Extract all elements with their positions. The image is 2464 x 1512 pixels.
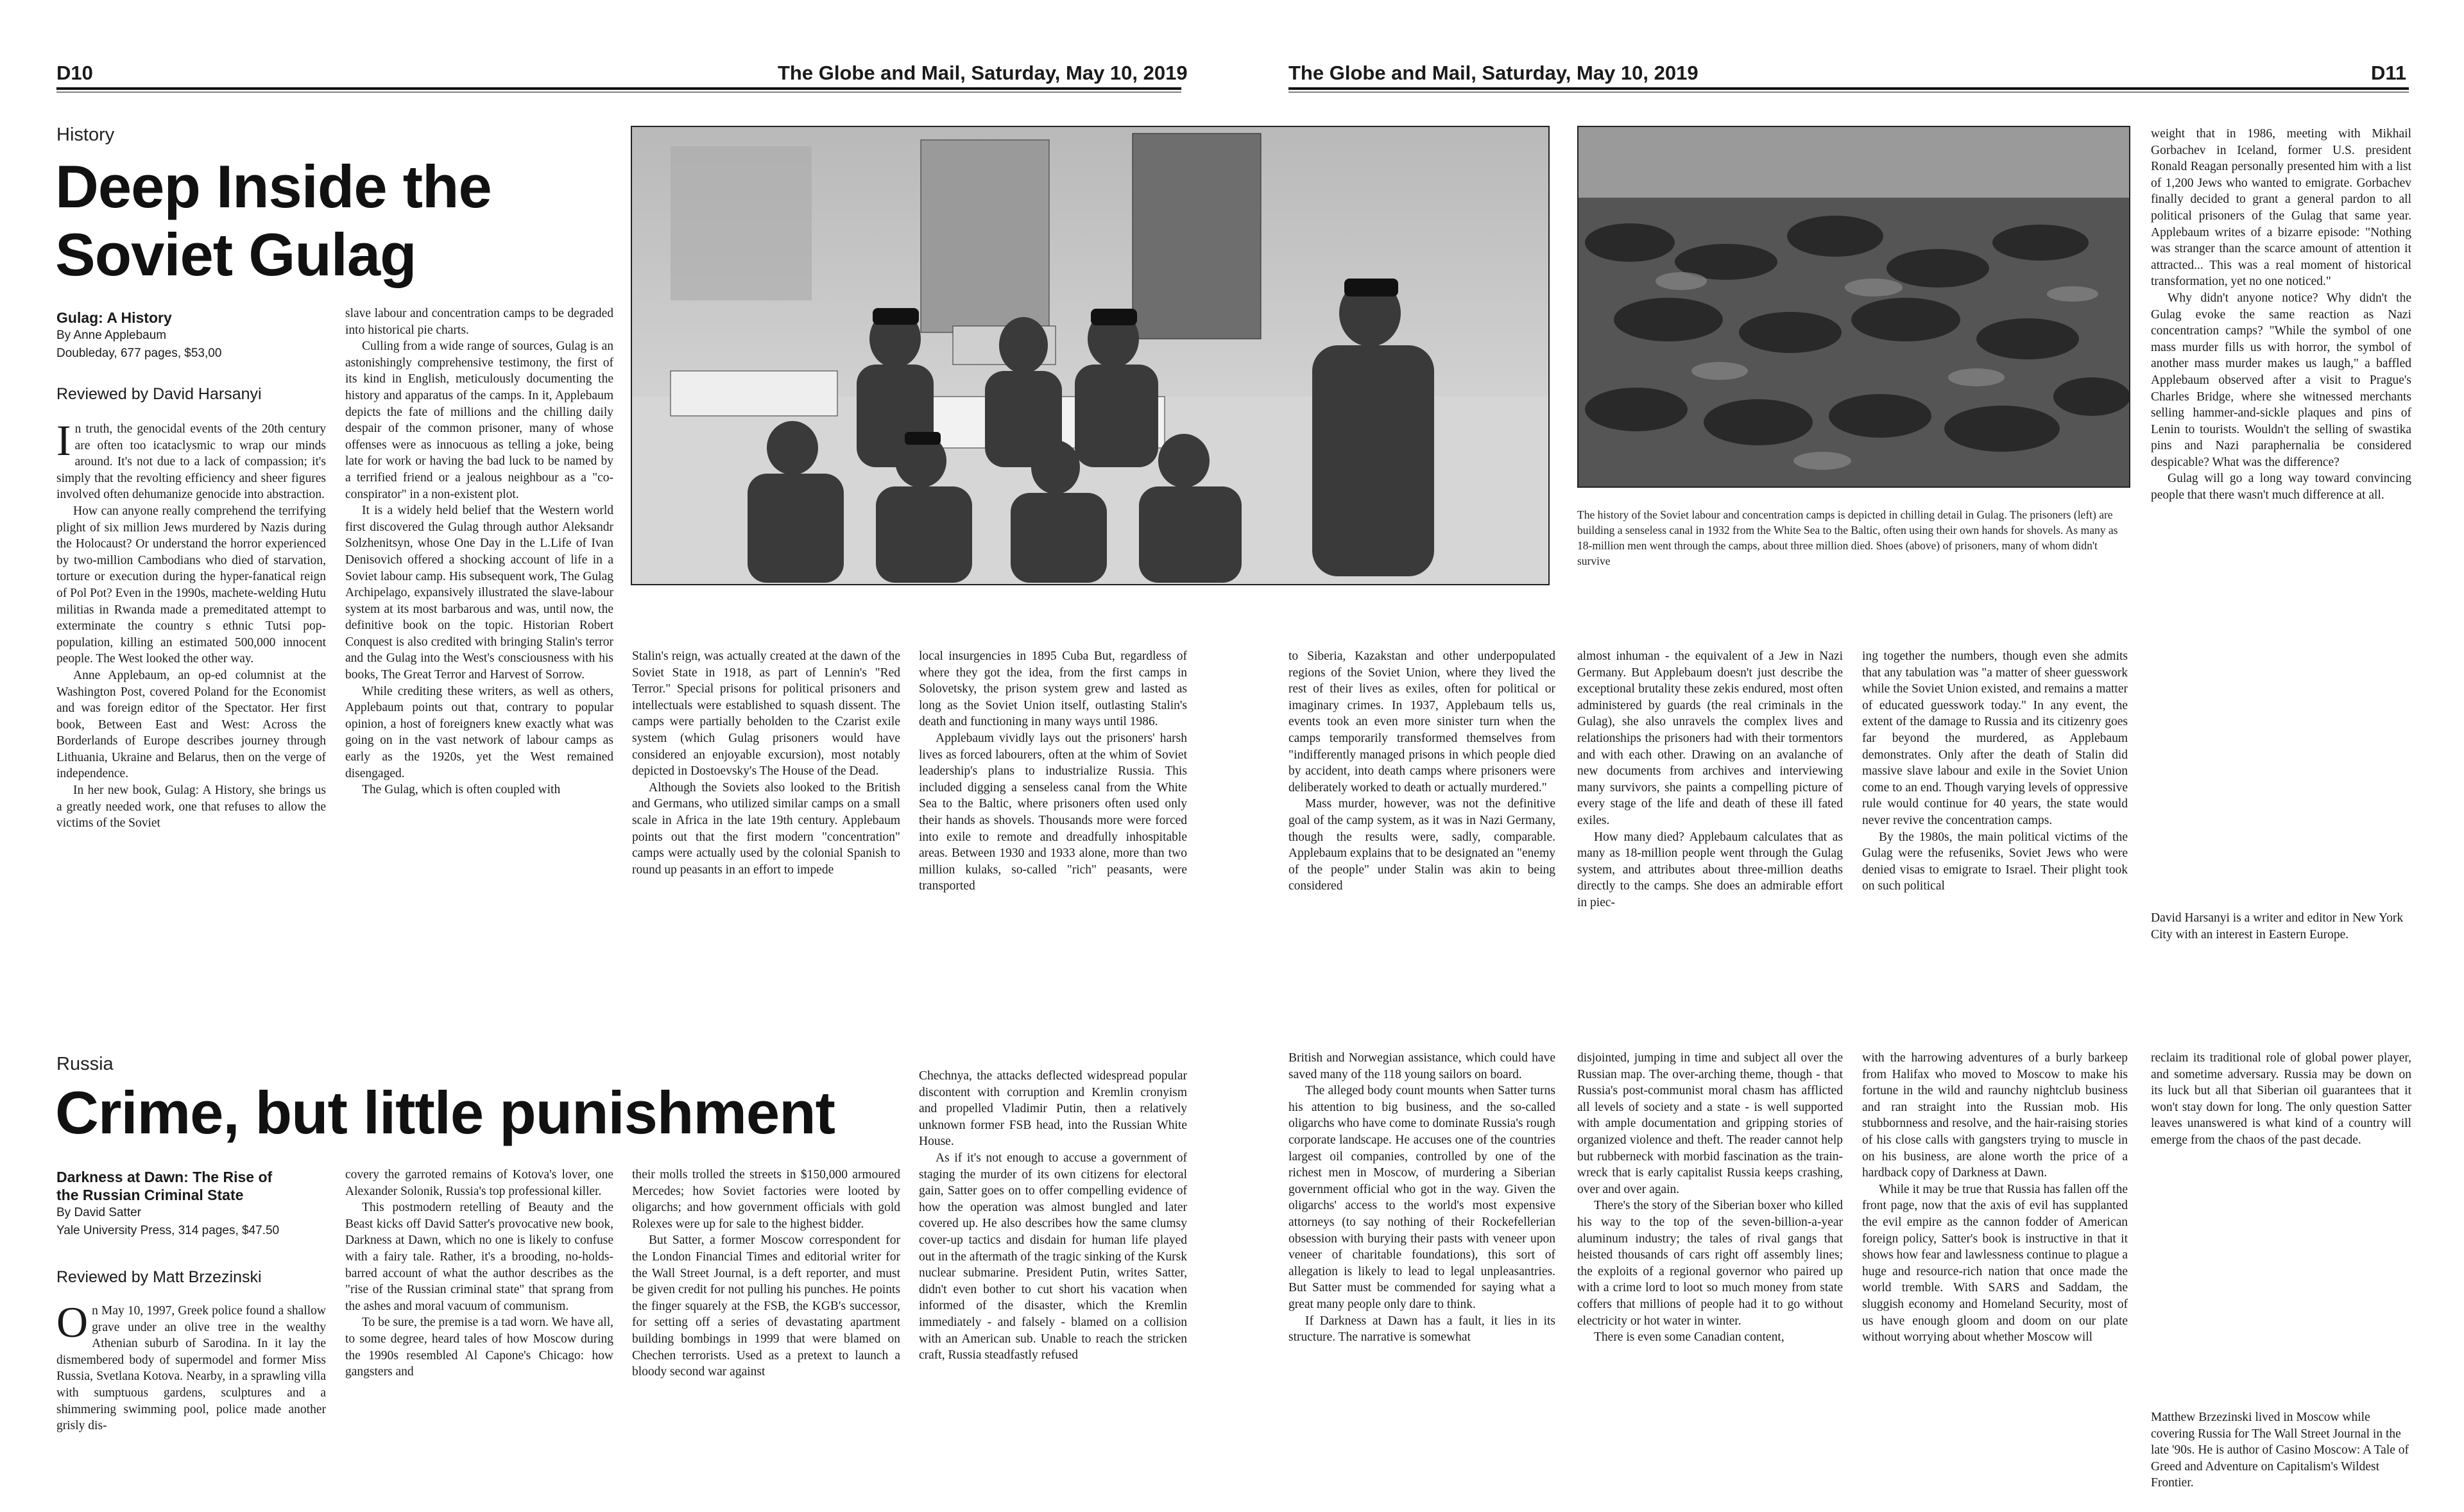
gulag-col1-para4: In her new book, Gulag: A History, she brings us a greatly needed work, one that refuses to allow the victims of the Soviet — [56, 784, 326, 830]
gulag-column-2 — [345, 305, 613, 968]
crime-column-1 — [56, 1303, 326, 1495]
crime-column-2 — [345, 1167, 613, 1495]
left-masthead-rule — [56, 87, 1181, 90]
crime-author-bio: Matthew Brzezinski lived in Moscow while covering Russia for The Wall Street Journal in the late '90s. He is author of Casino Moscow: A Tale of Greed and Adventure on Capitalism's Wildest Frontier. — [2151, 1411, 2409, 1490]
gulag-col3-para2: Although the Soviets also looked to the British and Germans, who utilized similar camps on a small scale in Africa in the late 19th century. Applebaum points out that the first modern "concentration" camps were actually used by the colonial Spanish to round up peasants in an effort to impede — [632, 780, 900, 877]
gulag-column-5 — [1288, 648, 1555, 968]
crime-col5-para2: The alleged body count mounts when Satter turns his attention to big business, and the so-called oligarchs who have come to dominate Russia's rough corporate landscape. He accuses one of the countries largest oil companies, controlled by one of the richest men in Moscow, of murdering a Siberian government official who got in the way. Given the oligarchs' access to the world's most expensive attorneys (to say nothing of their Rockefellerian obsession with burying their pasts with veneer upon veneer of charitable foundations), this sort of allegation is likely to lead to legal unpleasantries. But Satter must be commended for saying what a great many people only dare to think. — [1288, 1084, 1555, 1311]
crime-col3-para2: But Satter, a former Moscow correspondent for the London Financial Times and editorial writer for the Wall Street Journal, is a deft reporter, and must be given credit for not pulling his punches. He points the finger squarely at the FSB, the KGB's successor, for setting off a series of devastating apartment building bombings in 1999 that were blamed on Chechen terrorists. Used as a pretext to launch a bloody second war against — [632, 1233, 900, 1379]
gulag-col5-para1: to Siberia, Kazakstan and other underpopulated regions of the Soviet Union, where they lived the rest of their lives as exiles, often for political or imaginary crimes. In 1937, Applebaum tells us, events took an even more sinister turn when the camps temporarily transformed themselves from "indifferently managed prisons in which people died by accident, into death camps where prisoners were deliberately worked to death or actually murdered." — [1288, 649, 1555, 795]
crime-col8-para1: reclaim its traditional role of global power player, and sometime adversary. Russia may be down on its luck but all that Siberian oil guarantees that it won't stay down for long. The only question Satter leaves unanswered is what kind of a country will emerge from the chaos of the past decade. — [2151, 1051, 2411, 1147]
gulag-col4-para2: Applebaum vividly lays out the prisoners' harsh lives as forced labourers, often at the whim of Soviet leadership's plans to industrialize Russia. This included digging a senseless canal from the White Sea to the Baltic, where prisoners often used only their hands as shovels. Thousands more were forced into exile to remote and dreadfully inhospitable areas. Between 1930 and 1933 alone, more than two million kulaks, so-called "rich" peasants, were transported — [919, 731, 1187, 893]
gulag-col1-para2: How can anyone really comprehend the terrifying plight of six million Jews murdered by Nazis during the Holocaust? Or understand the horror experienced by two-million Cambodians who died of starvation, torture or execution during the hyper-fanatical reign of Pol Pot? Even in the 1990s, machete-welding Hutu militias in Rwanda made a premeditated attempt to exterminate the country s ethnic Tutsi pop-population, killing an estimated 500,000 innocent people. The West looked the other way. — [56, 504, 326, 666]
gulag-column-7 — [1862, 648, 2128, 968]
gulag-dropcap: I — [56, 421, 71, 465]
left-page-folio: D10 — [56, 62, 93, 84]
crime-col1-para1-text: n May 10, 1997, Greek police found a shallow grave under an olive tree in the wealthy Athenian suburb of Sarodina. In it lay the dismembered body of supermodel and former Miss Russia, Svetlana Kotova. Nearby, in a sprawling villa with sumptuous gardens, sculptures and a shimmering swimming pool, police made another grisly dis- — [56, 1304, 326, 1433]
gulag-photo-caption: The history of the Soviet labour and concentration camps is depicted in chilling detail in Gulag. The prisoners (left) are building a senseless canal in 1932 from the White Sea to the Baltic, often using their own hands for shovels. As many as 18-million men went through the camps, about three million died. Shoes (above) of prisoners, many of whom didn't survive — [1577, 508, 2118, 567]
right-page-masthead: The Globe and Mail, Saturday, May 10, 2019 — [1288, 62, 1698, 84]
left-page-masthead: The Globe and Mail, Saturday, May 10, 2019 — [778, 62, 1188, 84]
gulag-col1-para1-text: n truth, the genocidal events of the 20th century are often too icataclysmic to wrap our minds around. It's not due to a lack of compassion; it's simply that the revolting efficiency and sheer figures involved often dehumanize genocide into abstraction. — [56, 422, 326, 502]
crime-col4-para1: Chechnya, the attacks deflected widespread popular discontent with corruption and Kremlin cronyism and propelled Vladimir Putin, then a relatively unknown former FSB head, into the Russian White House. — [919, 1069, 1187, 1149]
gulag-col2-para4: While crediting these writers, as well as others, Applebaum points out that, contrary to popular opinion, a host of foreigners knew exactly what was going on in the vast network of labour camps as early as the 1920s, yet the West remained disengaged. — [345, 684, 613, 780]
gulag-book-info — [56, 309, 326, 363]
gulag-column-3 — [632, 648, 900, 968]
gulag-book-publisher: Doubleday, 677 pages, $53,00 — [56, 347, 222, 360]
gulag-col8-para3: Gulag will go a long way toward convincing people that there wasn't much difference at all. — [2151, 472, 2411, 503]
right-page-folio: D11 — [2371, 62, 2407, 84]
crime-col6-para3: There is even some Canadian content, — [1594, 1330, 1784, 1344]
gulag-col8-para2: Why didn't anyone notice? Why didn't the Gulag evoke the same reaction as Nazi concentration camps? "While the symbol of one mass murder fills us with horror, the symbol of another mass murder makes us laugh," a baffled Applebaum observed after a visit to Prague's Charles Bridge, where she witnessed merchants selling hammer-and-sickle plaques and pins of Lenin to tourists. Wouldn't the selling of swastika pins and Nazi paraphernalia be considered despicable? What was the difference? — [2151, 291, 2411, 469]
gulag-prisoners-photo — [631, 126, 1550, 585]
gulag-col3-para1: Stalin's reign, was actually created at the dawn of the Soviet State in 1918, as part of Lennin's "Red Terror." Special prisons for political prisoners and intellectuals were established to squash dissent. The camps were partially beholden to the Czarist exile system (which Gulag prisoners would have considered an enjoyable excursion), most notably depicted in Dostoevsky's The House of the Dead. — [632, 649, 900, 778]
gulag-book-author: By Anne Applebaum — [56, 329, 167, 342]
crime-col6-para2: There's the story of the Siberian boxer who killed his way to the top of the seven-billion-a-year aluminum industry; the tales of rival gangs that heisted thousands of cars right off assembly lines; the exploits of a regional governor who paired up with a crime lord to loot so much money from state coffers that millions of people had it to go without electricity or hot water in winter. — [1577, 1199, 1843, 1328]
shoes-photo-illustration — [1579, 127, 2129, 486]
gulag-col2-para3: It is a widely held belief that the Western world first discovered the Gulag through author Aleksandr Solzhenitsyn, whose One Day in the L.Life of Ivan Denisovich offered a shocking account of life in a Soviet labour camp. His subsequent work, The Gulag Archipelago, expansively illustrated the slave-labour system at its most barbarous and was, until now, the definitive book on the topic. Historian Robert Conquest is also credited with bringing Stalin's terror and the Gulag into the West's consciousness with his books, The Great Terror and Harvest of Sorrow. — [345, 504, 613, 682]
gulag-author-bio: David Harsanyi is a writer and editor in New York City with an interest in Eastern Europe. — [2151, 911, 2404, 941]
crime-col3-para1: their molls trolled the streets in $150,000 armoured Mercedes; how Soviet factories were looted by oligarchs; and how government officials with gold Rolexes were up for sale to the highest bidder. — [632, 1168, 900, 1231]
crime-column-3 — [632, 1167, 900, 1495]
gulag-column-4 — [919, 648, 1187, 968]
gulag-column-6 — [1577, 648, 1843, 968]
section-label-russia: Russia — [56, 1054, 114, 1074]
gulag-reviewer: Reviewed by David Harsanyi — [56, 385, 262, 403]
gulag-headline-line2: Soviet Gulag — [55, 221, 416, 288]
right-masthead-rule — [1288, 87, 2409, 90]
crime-col5-para1: British and Norwegian assistance, which could have saved many of the 118 young sailors on board. — [1288, 1051, 1555, 1081]
gulag-col7-para2: By the 1980s, the main political victims of the Gulag were the refuseniks, Soviet Jews who were denied visas to emigrate to Israel. Their plight took on such political — [1862, 830, 2128, 893]
crime-column-5 — [1288, 1050, 1555, 1495]
crime-col6-para1: disjointed, jumping in time and subject all over the Russian map. The over-arching theme, though - that Russia's post-communist moral chasm has afflicted all levels of society and a state - is well supported with ample documentation and gripping stories of organized violence and theft. The reader cannot help but rubberneck with morbid fascination as the train-wreck that is early capitalist Russia keeps crashing, over and over again. — [1577, 1051, 1843, 1196]
gulag-headline — [55, 153, 492, 289]
gulag-col6-para1: almost inhuman - the equivalent of a Jew in Nazi Germany. But Applebaum doesn't just describe the exceptional brutality these zekis endured, most often administered by guards (the real criminals in the Gulag), she also unravels the complex lives and relationships the prisoners had with their tormentors and with each other. Drawing on an avalanche of new documents from archives and interviewing many survivors, she paints a compelling picture of every stage of the life and death of these ill fated exiles. — [1577, 649, 1843, 827]
crime-column-4 — [919, 1068, 1187, 1495]
crime-column-8 — [2151, 1050, 2411, 1268]
gulag-col2-para2: Culling from a wide range of sources, Gulag is an astonishingly comprehensive testimony, the first of its kind in English, meticulously documenting the history and apparatus of the camps. In it, Applebaum depicts the fate of millions and the chilling daily despair of the common prisoner, many of whose offenses were as innocuous as telling a joke, being late for work or having the bad luck to be named by a terrified friend or a jealous neighbour as a "co-conspirator" in a non-existent plot. — [345, 339, 613, 501]
crime-col4-para2: As if it's not enough to accuse a government of staging the murder of its own citizens for electoral gain, Satter goes on to offer compelling evidence of how the operation was almost bungled and later covered up. He also describes how the same clumsy cover-up tactics and disdain for human life played out in the aftermath of the tragic sinking of the Kursk nuclear submarine. President Putin, writes Satter, didn't even bother to cut short his vacation when informed of the disaster, which the Kremlin immediately - and falsely - blamed on a collision with an American sub. Unable to reach the stricken craft, Russia steadfastly refused — [919, 1151, 1187, 1362]
section-label-history: History — [56, 125, 115, 145]
gulag-col6-para2: How many died? Applebaum calculates that as many as 18-million people went through the Gulag system, and attributes about three-million deaths directly to the camps. She does an admirable effort in piec- — [1577, 830, 1843, 909]
crime-column-6 — [1577, 1050, 1843, 1495]
gulag-col2-para5: The Gulag, which is often coupled with — [362, 783, 561, 797]
gulag-col2-para1: slave labour and concentration camps to be degraded into historical pie charts. — [345, 307, 613, 337]
gulag-column-1 — [56, 421, 326, 968]
crime-book-publisher: Yale University Press, 314 pages, $47.50 — [56, 1224, 280, 1237]
gulag-col8-para1: weight that in 1986, meeting with Mikhail Gorbachev in Iceland, former U.S. president Ronald Reagan personally presented him with a list of 1,200 Jews who wanted to emigrate. Gorbachev finally decided to grant a general pardon to all political prisoners of the Gulag that same year. Applebaum writes of a bizarre episode: "Nothing was stranger than the scarce amount of attention it attracted... This was a real moment of historical transformation, yet no one noticed." — [2151, 127, 2411, 289]
crime-col5-para3: If Darkness at Dawn has a fault, it lies in its structure. The narrative is somewhat — [1288, 1314, 1555, 1344]
crime-book-title-line2: the Russian Criminal State — [56, 1187, 244, 1203]
gulag-col1-para1 — [56, 421, 326, 503]
crime-dropcap: O — [56, 1303, 89, 1346]
crime-col7-para2: While it may be true that Russia has fallen off the front page, now that the axis of evil has supplanted the evil empire as the cannon fodder of American foreign policy, Satter's book is instructive in that it shows how fear and lawlessness continue to plague a huge and resource-rich nation that once made the world tremble. With SARS and Saddam, the sluggish economy and Homeland Security, most of us have enough gloom and doom on our plate without worrying about whether Moscow will — [1862, 1182, 2128, 1344]
crime-headline: Crime, but little punishment — [55, 1079, 835, 1146]
crime-book-info — [56, 1168, 332, 1240]
gulag-col5-para2: Mass murder, however, was not the definitive goal of the camp system, as it was in Nazi Germany, though the results were, sadly, comparable. Applebaum explains that to be designated an "enemy of the people" under Stalin was akin to being considered — [1288, 797, 1555, 893]
gulag-headline-line1: Deep Inside the — [55, 153, 492, 220]
prisoners-photo-illustration — [632, 127, 1548, 584]
crime-book-author: By David Satter — [56, 1206, 141, 1219]
gulag-shoes-photo — [1577, 126, 2130, 488]
crime-reviewer: Reviewed by Matt Brzezinski — [56, 1268, 262, 1286]
crime-col7-para1: with the harrowing adventures of a burly barkeep from Halifax who moved to Moscow to make his fortune in the wild and raunchy nightclub business and ran straight into the Russian mob. His stubbornness and resolve, and the hair-raising stories of his close calls with gangsters trying to muscle in on his business, are alone worth the price of a hardback copy of Darkness at Dawn. — [1862, 1051, 2128, 1180]
gulag-book-title: Gulag: A History — [56, 309, 172, 326]
crime-col2-para2: This postmodern retelling of Beauty and the Beast kicks off David Satter's provocative new book, Darkness at Dawn, which no one is likely to confuse with a fairy tale. Rather, it's a brooding, no-holds-barred account of what the author describes as the "rise of the Russian criminal state" that sprang from the ashes and moral vacuum of communism. — [345, 1201, 613, 1313]
crime-book-title-line1: Darkness at Dawn: The Rise of — [56, 1169, 273, 1185]
gulag-col7-para1: ing together the numbers, though even she admits that any tabulation was "a matter of sheer guesswork while the Soviet Union existed, and remains a matter of educated guesswork today." In any event, the extent of the damage to Russia and its citizenry goes far beyond the murdered, as Applebaum demonstrates. Only after the death of Stalin did massive slave labour and exile in the Soviet Union come to an end. Though varying levels of oppressive rule would continue for 40 years, the state would never revive the concentration camps. — [1862, 649, 2128, 827]
gulag-column-8 — [2151, 126, 2411, 620]
crime-col1-para1 — [56, 1303, 326, 1434]
gulag-col4-para1: local insurgencies in 1895 Cuba But, regardless of where they got the idea, from the first camps in Solovetsky, the prison system grew and lasted as long as the Soviet Union itself, outlasting Stalin's death and functioning in many ways until 1986. — [919, 649, 1187, 729]
crime-col2-para1: covery the garroted remains of Kotova's lover, one Alexander Solonik, Russia's top professional killer. — [345, 1168, 613, 1198]
crime-col2-para3: To be sure, the premise is a tad worn. We have all, to some degree, heard tales of how Moscow during the 1990s resembled Al Capone's Chicago: how gangsters and — [345, 1316, 613, 1379]
gulag-col1-para3: Anne Applebaum, an op-ed columnist at the Washington Post, covered Poland for the Economist and was foreign editor of the Spectator. Her first book, Between East and West: Across the Borderlands of Europe describes journey through Lithuania, Ukraine and Belarus, then on the verge of independence. — [56, 668, 326, 781]
crime-column-7 — [1862, 1050, 2128, 1495]
